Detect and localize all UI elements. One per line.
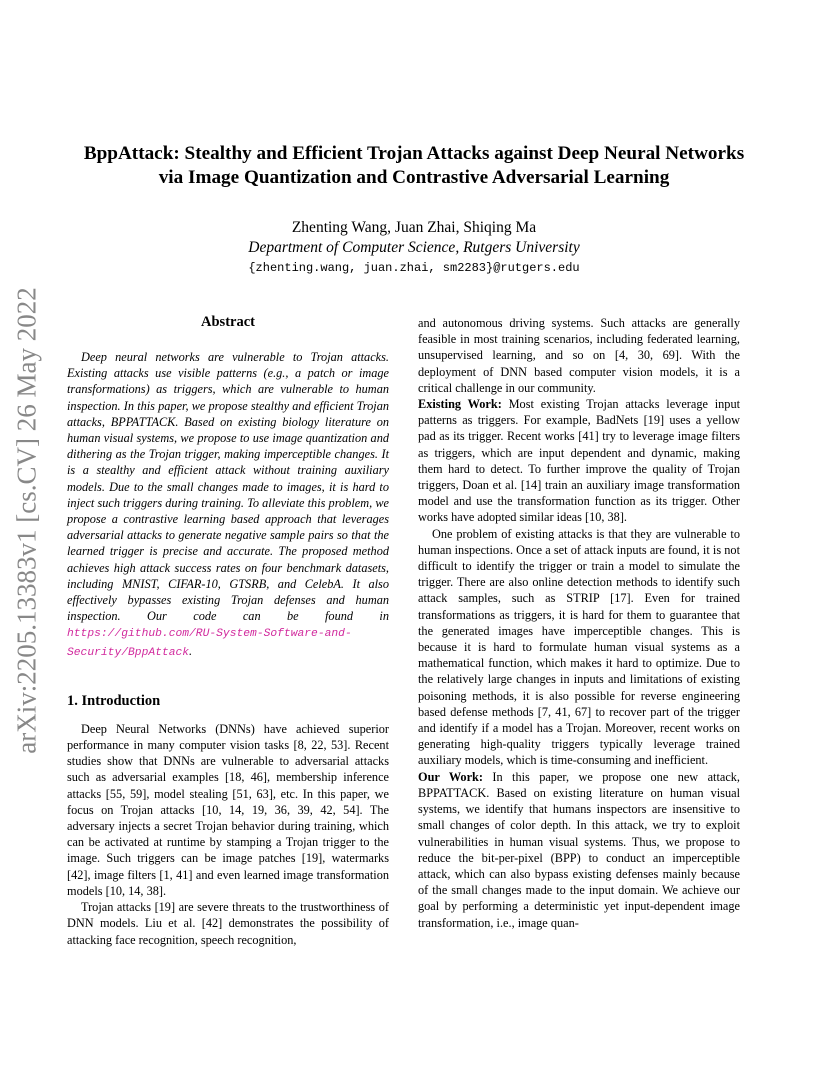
right-paragraph-1: and autonomous driving systems. Such attacks are generally feasible in most training scenarios, including federated learning, unsupervised learning, and so on [4, 30, 69]. With the deployment of DNN based computer vision models, it is a critical challenge in our community. [418, 316, 740, 395]
left-column [67, 312, 389, 948]
arxiv-identifier: arXiv:2205.13383v1 [cs.CV] 26 May 2022 [11, 286, 42, 754]
intro-heading: 1. Introduction [67, 692, 161, 709]
right-paragraph-3: One problem of existing attacks is that they are vulnerable to human inspections. Once a set of attack inputs are found, it is not difficult to identify the trigger or train a model to simulate the trigger. There are also online detection methods to identify such attack samples, such as STRIP [17]. Even for trained transformations as triggers, it is hard for them to guarantee that the generated images have imperceptible changes. This is because it is hard to formulate human visual systems as a mathematical function, which makes it hard to optimize. Due to the relatively large changes in inputs and limitations of existing poisoning methods, it is also possible for reverse engineering based defense methods [7, 41, 67] to recover part of the trigger and identify if a model has a Trojan. Moreover, recent works on generating high-quality triggers typically leverage trained auxiliary models, which is time-consuming and inefficient. [418, 526, 740, 768]
our-work-label: Our Work: [418, 769, 483, 784]
existing-work-label: Existing Work: [418, 397, 502, 412]
paper-title [0, 142, 828, 190]
title-line-2: via Image Quantization and Contrastive Adversarial Learning [158, 167, 670, 188]
title-line-1: BppAttack: Stealthy and Efficient Trojan Attacks against Deep Neural Networks [83, 143, 745, 164]
abstract-heading: Abstract [201, 314, 255, 330]
right-column [418, 315, 740, 931]
intro-paragraph-1: Deep Neural Networks (DNNs) have achieved superior performance in many computer vision tasks [8, 22, 53]. Recent studies show that DNNs are vulnerable to adversarial attacks such as adversarial examples [18, 46], membership inference attacks [55, 59], model stealing [51, 63], etc. In this paper, we focus on Trojan attacks [10, 14, 19, 36, 39, 42, 54]. The adversary injects a secret Trojan behavior during training, which can be activated at runtime by stamping a Trojan trigger to the image. Such triggers can be image patches [19], watermarks [42], image filters [1, 41] and even learned image transformation models [10, 14, 38]. [67, 721, 389, 898]
our-work-text: In this paper, we propose one new attack, BPPATTACK. Based on existing literature on human visual systems, we identify that humans inspectors are insensitive to small changes of color depth. In this attack, we try to exploit vulnerabilities in human visual systems. Thus, we propose to reduce the bit-per-pixel (BPP) to conduct an imperceptible attack, which can also bypass existing defenses mainly because of the small changes made to the input domain. We achieve our goal by performing a deterministic yet input-dependent image transformation, i.e., image quan- [418, 769, 740, 930]
code-link[interactable]: https://github.com/RU-System-Software-and-Security/BppAttack [67, 628, 352, 659]
arxiv-sidebar [12, 280, 42, 760]
authors: Zhenting Wang, Juan Zhai, Shiqing Ma [291, 219, 537, 236]
existing-work-paragraph [418, 396, 740, 526]
abstract-body: Deep neural networks are vulnerable to Trojan attacks. Existing attacks use visible patterns (e.g., a patch or image transformations) as triggers, which are vulnerable to human inspection. In this paper, we propose stealthy and efficient Trojan attacks, BPPATTACK. Based on existing biology literature on human visual systems, we propose to use image quantization and dithering as the Trojan trigger, making imperceptible changes. It is a stealthy and efficient attack without training auxiliary models. Due to the small changes made to images, it is hard to inject such triggers during training. To alleviate this problem, we propose a contrastive learning based approach that leverages adversarial attacks to generate negative sample pairs so that the learned trigger is precise and accurate. The proposed method achieves high attack success rates on four benchmark datasets, including MNIST, CIFAR-10, GTSRB, and CelebA. It also effectively bypasses existing Trojan defenses and human inspection. Our code can be found in [67, 350, 389, 624]
our-work-paragraph [418, 769, 740, 931]
affiliation: Department of Computer Science, Rutgers University [248, 239, 580, 256]
existing-work-text: Most existing Trojan attacks leverage input patterns as triggers. For example, BadNets [19] uses a yellow pad as its trigger. Recent works [41] try to leverage image filters as triggers, which are input dependent and dynamic, making them hard to detect. To further improve the quality of Trojan triggers, Doan et al. [14] train an auxiliary image transformation model and use the transformation function as its trigger. Other works have adopted similar ideas [10, 38]. [418, 397, 741, 525]
abstract-text: Deep neural networks are vulnerable to Trojan attacks. Existing attacks use visible patterns (e.g., a patch or image transformations) as triggers, which are vulnerable to human inspection. In this paper, we propose stealthy and efficient Trojan attacks, BPPATTACK. Based on existing biology literature on human visual systems, we propose to use image quantization and dithering as the Trojan trigger, making imperceptible changes. It is a stealthy and efficient attack without training auxiliary models. Due to the small changes made to images, it is hard to inject such triggers during training. To alleviate this problem, we propose a contrastive learning based approach that leverages adversarial attacks to generate negative sample pairs so that the learned trigger is precise and accurate. The proposed method achieves high attack success rates on four benchmark datasets, including MNIST, CIFAR-10, GTSRB, and CelebA. It also effectively bypasses existing Trojan defenses and human inspection. Our code can be found in https://github.com/RU-System-Software-and-Security/BppAttack. [67, 350, 389, 659]
intro-paragraph-2: Trojan attacks [19] are severe threats to the trustworthiness of DNN models. Liu et al. [42] demonstrates the possibility of attacking face recognition, speech recognition, [67, 900, 389, 947]
email: {zhenting.wang, juan.zhai, sm2283}@rutgers.edu [248, 261, 580, 275]
